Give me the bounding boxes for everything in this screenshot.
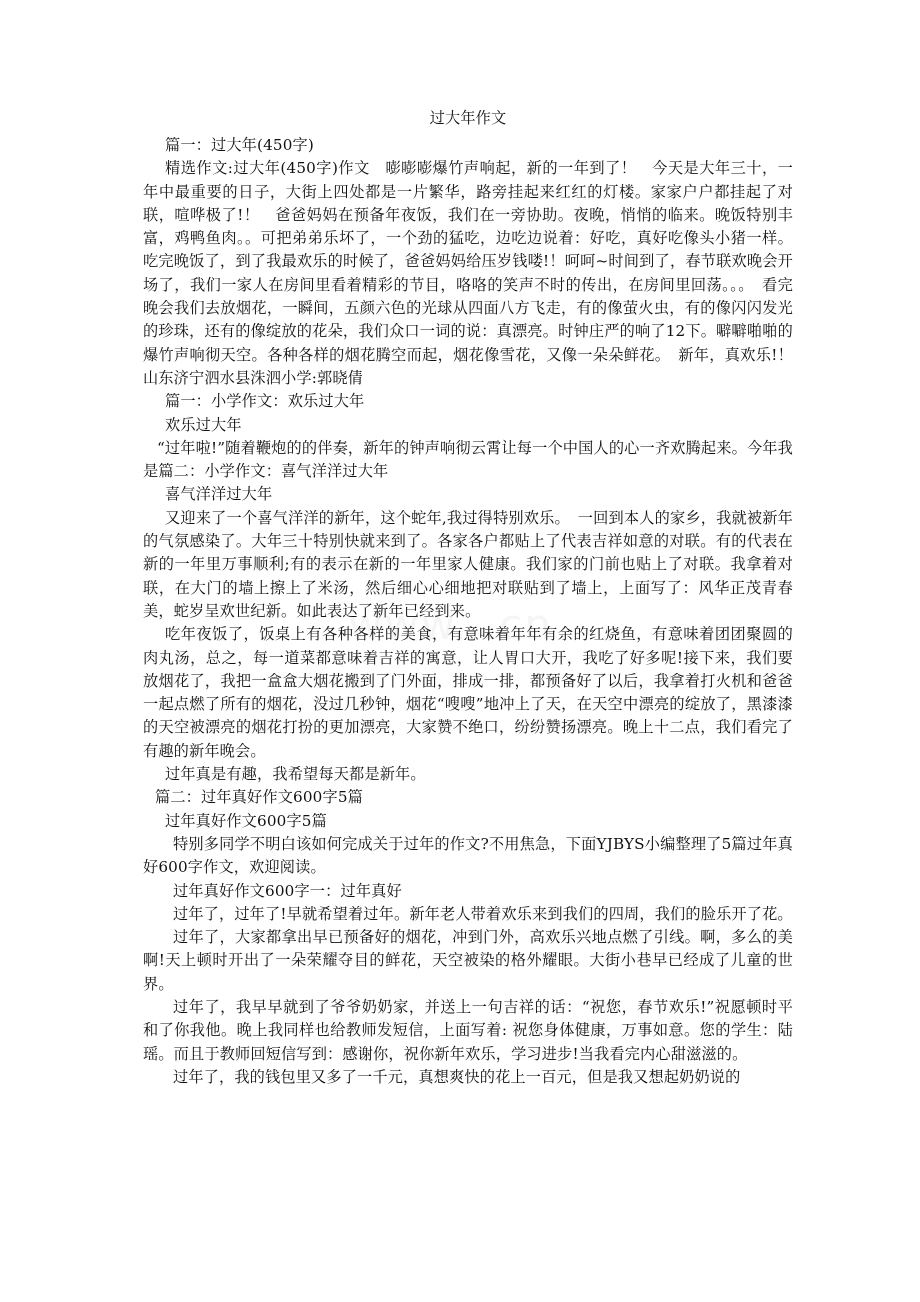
paragraph: “过年啦!”随着鞭炮的的伴奏，新年的钟声响彻云霄让每一个中国人的心一齐欢腾起来。今年我是篇二：小学作文：喜气洋洋过大年 <box>143 438 793 481</box>
document-title: 过大年作文 <box>429 109 507 127</box>
paragraph: 过年了，我的钱包里又多了一千元，真想爽快的花上一百元，但是我又想起奶奶说的 <box>173 1067 741 1086</box>
document-body <box>143 134 793 1089</box>
paragraph: 过年了，大家都拿出早已预备好的烟花，冲到门外，高欢乐兴地点燃了引线。啊，多么的美啊!天上顿时开出了一朵荣耀夺目的鲜花，天空被染的格外耀眼。大街小巷早已经成了儿童的世界。 <box>143 928 793 993</box>
paragraph: 过年真是有趣，我希望每天都是新年。 <box>165 765 426 784</box>
paragraph: 精选作文:过大年(450字)作文 嘭嘭嘭爆竹声响起，新的一年到了！ 今天是大年三十，一年中最重要的日子，大街上四处都是一片繁华，路旁挂起来红红的灯楼。家家户户都挂起了对联，喧哗极了!！ 爸爸妈妈在预备年夜饭，我们在一旁协助。夜晚，悄悄的临来。晚饭特别丰富，鸡鸭鱼肉。。可把弟弟乐坏了，一个劲的猛吃，边吃边说着：好吃，真好吃像头小猪一样。吃完晚饭了，到了我最欢乐的时候了，爸爸妈妈给压岁钱喽!！呵呵~时间到了，春节联欢晚会开场了，我们一家人在房间里看着精彩的节目，咯咯的笑声不时的传出，在房间里回荡。。。 看完晚会我们去放烟花，一瞬间，五颜六色的光球从四面八方飞走，有的像萤火虫，有的像闪闪发光的珍珠，还有的像绽放的花朵，我们众口一词的说：真漂亮。时钟庄严的响了12下。噼噼啪啪的爆竹声响彻天空。各种各样的烟花腾空而起，烟花像雪花，又像一朵朵鲜花。 新年，真欢乐!！山东济宁泗水县洙泗小学:郭晓倩 <box>143 159 793 387</box>
document-page <box>143 106 793 1089</box>
paragraph: 篇二：过年真好作文600字5篇 <box>155 788 363 807</box>
paragraph: 欢乐过大年 <box>165 415 242 434</box>
paragraph: 过年真好作文600字5篇 <box>165 811 327 830</box>
paragraph: 过年真好作文600字一：过年真好 <box>173 881 402 900</box>
paragraph: 过年了，我早早就到了爷爷奶奶家，并送上一句吉祥的话：“祝您，春节欢乐!”祝愿顿时平和了你我他。晚上我同样也给教师发短信，上面写着: 祝您身体健康，万事如意。您的学生：陆瑶。而且于教师回短信写到：感谢你，祝你新年欢乐，学习进步!当我看完内心甜滋滋的。 <box>143 997 793 1063</box>
paragraph: 喜气洋洋过大年 <box>165 485 273 504</box>
paragraph: 特别多同学不明白该如何完成关于过年的作文?不用焦急，下面YJBYS小编整理了5篇过年真好600字作文，欢迎阅读。 <box>143 834 793 877</box>
paragraph: 过年了，过年了!早就希望着过年。新年老人带着欢乐来到我们的四周，我们的脸乐开了花。 <box>173 904 793 923</box>
paragraph: 篇一：小学作文：欢乐过大年 <box>165 392 365 411</box>
paragraph: 篇一：过大年(450字) <box>165 136 314 154</box>
paragraph: 又迎来了一个喜气洋洋的新年，这个蛇年,我过得特别欢乐。 一回到本人的家乡，我就被新年的气氛感染了。大年三十特别快就来到了。各家各户都贴上了代表吉祥如意的对联。有的代表在新的一年里万事顺利;有的表示在新的一年里家人健康。我们家的门前也贴上了对联。我拿着对联，在大门的墙上擦上了米汤，然后细心心细地把对联贴到了墙上，上面写了：风华正茂青春美，蛇岁呈欢世纪新。如此表达了新年已经到来。 <box>143 508 793 620</box>
paragraph: 吃年夜饭了，饭桌上有各种各样的美食，有意味着年年有余的红烧鱼，有意味着团团聚圆的肉丸汤，总之，每一道菜都意味着吉祥的寓意，让人胃口大开，我吃了好多呢!接下来，我们要放烟花了，我把一盒盒大烟花搬到了门外面，排成一排，都预备好了以后，我拿着打火机和爸爸一起点燃了所有的烟花，没过几秒钟，烟花“嗖嗖”地冲上了天，在天空中漂亮的绽放了，黑漆漆的天空被漂亮的烟花打扮的更加漂亮，大家赞不绝口，纷纷赞扬漂亮。晚上十二点，我们看完了有趣的新年晚会。 <box>143 625 793 760</box>
